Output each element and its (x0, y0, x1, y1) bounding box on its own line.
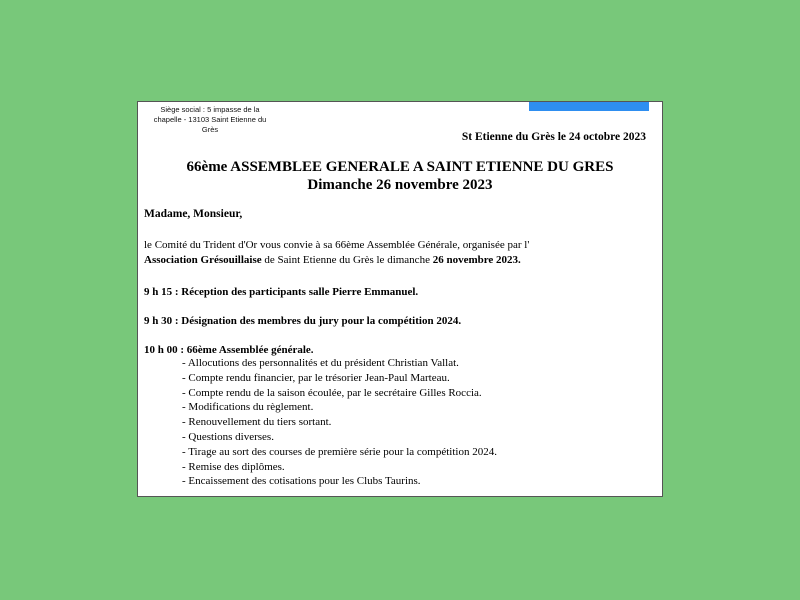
date-line: St Etienne du Grès le 24 octobre 2023 (461, 131, 646, 143)
list-item: - Remise des diplômes. (182, 460, 497, 475)
association-name: Association Grésouillaise (144, 254, 262, 266)
address-line-3: Grès (201, 125, 219, 134)
agenda-item-jury: 9 h 30 : Désignation des membres du jury pour la compétition 2024. (144, 315, 462, 327)
header-color-bar (529, 102, 649, 111)
list-item: - Compte rendu financier, par le trésorier Jean-Paul Marteau. (182, 371, 497, 386)
address-line-2: chapelle - 13103 Saint Etienne du (153, 115, 267, 124)
document-title (138, 158, 662, 194)
title-line-2: Dimanche 26 novembre 2023 (307, 177, 493, 193)
intro-text-part1: le Comité du Trident d'Or vous convie à sa 66ème Assemblée Générale, organisée par l' (144, 239, 530, 251)
salutation: Madame, Monsieur, (144, 208, 243, 220)
list-item: - Encaissement des cotisations pour les Clubs Taurins. (182, 474, 497, 489)
list-item: - Modifications du règlement. (182, 400, 497, 415)
list-item: - Questions diverses. (182, 430, 497, 445)
document-page (137, 101, 663, 497)
address-line-1: Siège social : 5 impasse de la (160, 105, 260, 114)
intro-paragraph (144, 238, 656, 268)
agenda-item-reception: 9 h 15 : Réception des participants salle Pierre Emmanuel. (144, 286, 419, 298)
intro-text-part2: de Saint Etienne du Grès le dimanche (261, 254, 433, 266)
headquarters-address (150, 105, 270, 135)
list-item: - Tirage au sort des courses de première série pour la compétition 2024. (182, 445, 497, 460)
list-item: - Compte rendu de la saison écoulée, par le secrétaire Gilles Roccia. (182, 386, 497, 401)
event-date: 26 novembre 2023. (432, 254, 521, 266)
assembly-subitems-list (182, 356, 497, 489)
list-item: - Renouvellement du tiers sortant. (182, 415, 497, 430)
agenda-item-assembly: 10 h 00 : 66ème Assemblée générale. (144, 344, 314, 356)
title-line-1: 66ème ASSEMBLEE GENERALE A SAINT ETIENNE DU GRES (186, 159, 614, 175)
list-item: - Allocutions des personnalités et du président Christian Vallat. (182, 356, 497, 371)
